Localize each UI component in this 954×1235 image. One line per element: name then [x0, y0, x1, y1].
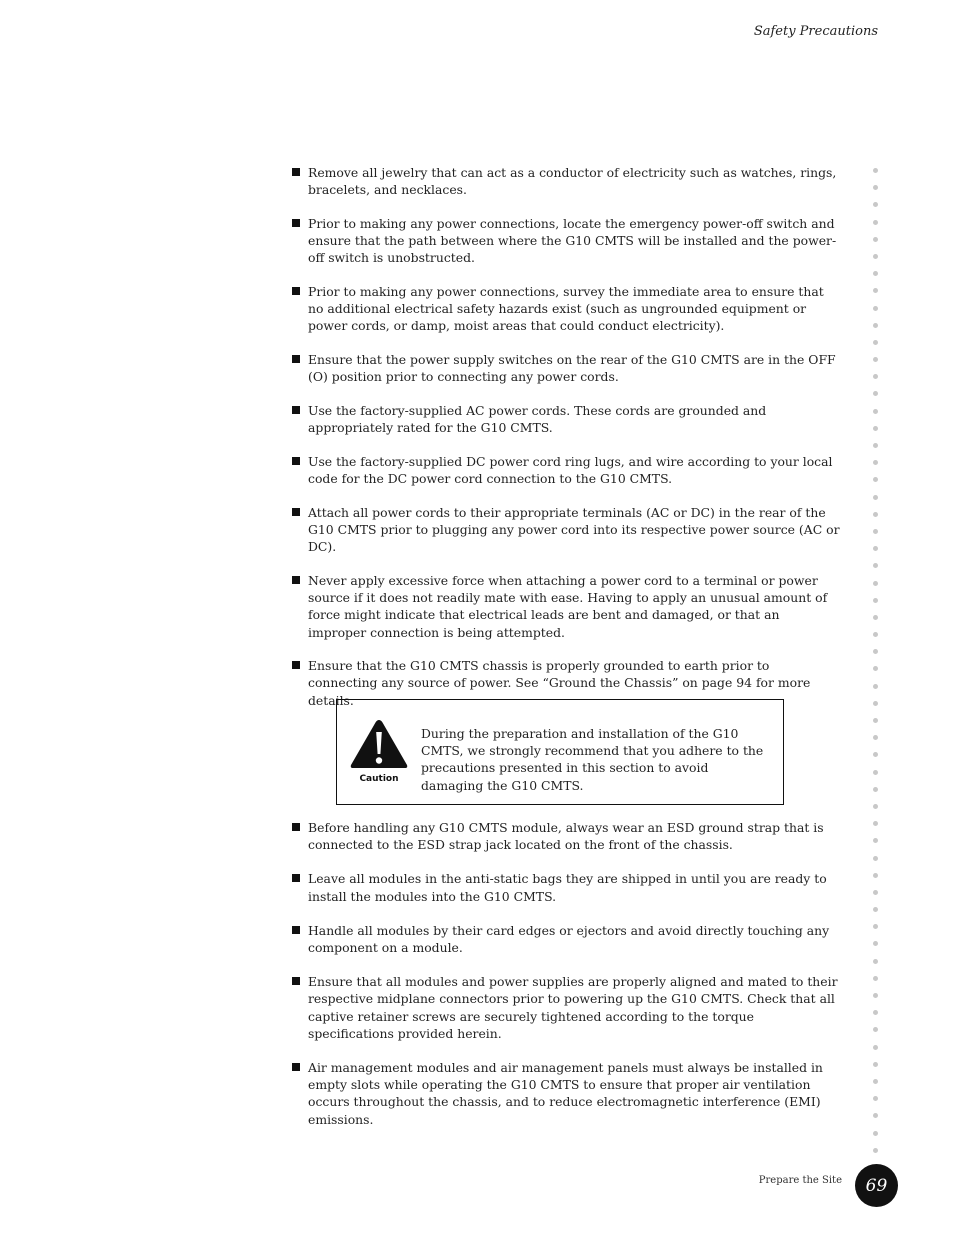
list-item: [292, 402, 840, 436]
margin-dot-rule: [873, 168, 881, 1165]
margin-dot: [873, 615, 878, 620]
margin-dot: [873, 220, 878, 225]
margin-dot: [873, 907, 878, 912]
bullet-square-icon: [292, 457, 300, 465]
margin-dot: [873, 477, 878, 482]
list-item-text: Ensure that the power supply switches on the rear of the G10 CMTS are in the OFF (O) position prior to connecting any power cords.: [308, 352, 836, 385]
list-item: [292, 572, 840, 641]
bullet-square-icon: [292, 508, 300, 516]
bullet-square-icon: [292, 926, 300, 934]
margin-dot: [873, 924, 878, 929]
margin-dot: [873, 1062, 878, 1067]
list-item: [292, 973, 840, 1042]
margin-dot: [873, 1096, 878, 1101]
footer-section-title: Prepare the Site: [758, 1175, 842, 1186]
list-item: [292, 351, 840, 385]
margin-dot: [873, 288, 878, 293]
margin-dot: [873, 632, 878, 637]
bullet-square-icon: [292, 219, 300, 227]
margin-dot: [873, 941, 878, 946]
margin-dot: [873, 838, 878, 843]
list-item-text: Use the factory-supplied AC power cords. These cords are grounded and appropriately rated for the G10 CMTS.: [308, 403, 767, 436]
margin-dot: [873, 890, 878, 895]
margin-dot: [873, 443, 878, 448]
margin-dot: [873, 787, 878, 792]
list-item-text: Never apply excessive force when attaching a power cord to a terminal or power source if it does not readily mate with ease. Having to apply an unusual amount of force might indicate that electrical leads are bent and damaged, or that an improper connection is being attempted.: [308, 572, 828, 640]
list-item: [292, 453, 840, 487]
margin-dot: [873, 752, 878, 757]
margin-dot: [873, 254, 878, 259]
list-item-text: Handle all modules by their card edges or ejectors and avoid directly touching any component on a module.: [308, 922, 830, 956]
caution-box: [336, 699, 784, 805]
caution-triangle-icon: [349, 718, 409, 770]
list-item: [292, 1059, 840, 1128]
margin-dot: [873, 993, 878, 998]
bullet-square-icon: [292, 977, 300, 985]
page-number-badge: [855, 1164, 898, 1207]
margin-dot: [873, 1045, 878, 1050]
margin-dot: [873, 391, 878, 396]
margin-dot: [873, 563, 878, 568]
margin-dot: [873, 271, 878, 276]
margin-dot: [873, 598, 878, 603]
bullet-square-icon: [292, 287, 300, 295]
list-item-text: Remove all jewelry that can act as a conductor of electricity such as watches, rings, bracelets, and necklaces.: [308, 165, 837, 198]
list-item: [292, 504, 840, 556]
bullet-square-icon: [292, 874, 300, 882]
margin-dot: [873, 666, 878, 671]
margin-dot: [873, 1148, 878, 1153]
margin-dot: [873, 202, 878, 207]
margin-dot: [873, 529, 878, 534]
bullet-square-icon: [292, 406, 300, 414]
caution-label: Caution: [359, 774, 399, 784]
list-item-text: Use the factory-supplied DC power cord ring lugs, and wire according to your local code for the DC power cord connection to the G10 CMTS.: [308, 453, 833, 487]
margin-dot: [873, 426, 878, 431]
margin-dot: [873, 581, 878, 586]
margin-dot: [873, 460, 878, 465]
margin-dot: [873, 512, 878, 517]
precautions-list-power: [292, 164, 840, 725]
list-item-text: Prior to making any power connections, locate the emergency power-off switch and ensure that the path between where the G10 CMTS will be installed and the power-off switch is unobstructed.: [308, 215, 837, 266]
margin-dot: [873, 1131, 878, 1136]
margin-dot: [873, 976, 878, 981]
margin-dot: [873, 168, 878, 173]
bullet-square-icon: [292, 576, 300, 584]
margin-dot: [873, 735, 878, 740]
bullet-square-icon: [292, 823, 300, 831]
margin-dot: [873, 546, 878, 551]
margin-dot: [873, 684, 878, 689]
margin-dot: [873, 804, 878, 809]
list-item: [292, 819, 840, 853]
margin-dot: [873, 770, 878, 775]
caution-text: During the preparation and installation of the G10 CMTS, we strongly recommend that you adhere to the precautions presented in this section to avoid damaging the G10 CMTS.: [421, 726, 764, 793]
margin-dot: [873, 856, 878, 861]
margin-dot: [873, 1010, 878, 1015]
running-header: Safety Precautions: [753, 24, 878, 39]
margin-dot: [873, 495, 878, 500]
list-item: [292, 215, 840, 267]
margin-dot: [873, 718, 878, 723]
bullet-square-icon: [292, 1063, 300, 1071]
margin-dot: [873, 873, 878, 878]
margin-dot: [873, 1113, 878, 1118]
list-item-text: Ensure that the G10 CMTS chassis is properly grounded to earth prior to connecting any source of power. See “Ground the Chassis” on page 94 for more details.: [308, 658, 811, 708]
margin-dot: [873, 701, 878, 706]
bullet-square-icon: [292, 661, 300, 669]
page-number: 69: [865, 1175, 888, 1196]
margin-dot: [873, 340, 878, 345]
margin-dot: [873, 959, 878, 964]
margin-dot: [873, 306, 878, 311]
margin-dot: [873, 185, 878, 190]
list-item: [292, 922, 840, 956]
bullet-square-icon: [292, 168, 300, 176]
margin-dot: [873, 409, 878, 414]
list-item: [292, 870, 840, 904]
margin-dot: [873, 1027, 878, 1032]
list-item-text: Ensure that all modules and power supplies are properly aligned and mated to their respective midplane connectors prior to powering up the G10 CMTS. Check that all captive retainer screws are securely tightened according to the torque specifications provided herein.: [308, 974, 838, 1041]
margin-dot: [873, 1079, 878, 1084]
margin-dot: [873, 821, 878, 826]
list-item: [292, 164, 840, 198]
list-item-text: Prior to making any power connections, survey the immediate area to ensure that no additional electrical safety hazards exist (such as ungrounded equipment or power cords, or damp, moist areas that could conduct electricity).: [308, 284, 824, 334]
margin-dot: [873, 649, 878, 654]
list-item-text: Leave all modules in the anti-static bags they are shipped in until you are ready to install the modules into the G10 CMTS.: [308, 871, 827, 904]
list-item-text: Attach all power cords to their appropriate terminals (AC or DC) in the rear of the G10 CMTS prior to plugging any power cord into its respective power source (AC or DC).: [308, 504, 840, 555]
list-item-text: Air management modules and air management panels must always be installed in empty slots while operating the G10 CMTS to ensure that proper air ventilation occurs throughout the chassis, and to reduce electromagnetic interference (EMI) emissions.: [308, 1060, 823, 1127]
margin-dot: [873, 374, 878, 379]
margin-dot: [873, 323, 878, 328]
margin-dot: [873, 357, 878, 362]
precautions-list-modules: [292, 819, 840, 1145]
margin-dot: [873, 237, 878, 242]
list-item-text: Before handling any G10 CMTS module, always wear an ESD ground strap that is connected to the ESD strap jack located on the front of the chassis.: [308, 820, 824, 853]
bullet-square-icon: [292, 355, 300, 363]
list-item: [292, 283, 840, 335]
